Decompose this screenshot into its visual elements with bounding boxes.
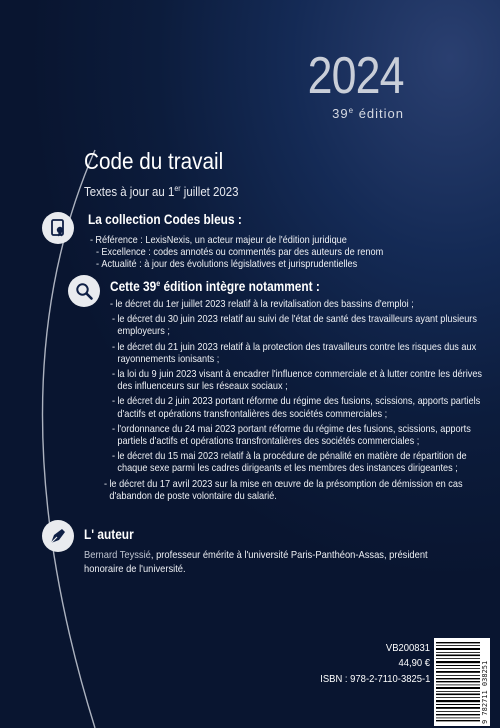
list-item: - l'ordonnance du 24 mai 2023 portant réforme du régime des fusions, scissions, apports partiels d'actifs et opérations transfrontalières des sociétés commerciales ;	[112, 424, 483, 448]
book-subtitle: Textes à jour au 1er juillet 2023	[84, 184, 239, 199]
product-code: VB200831	[385, 642, 430, 654]
list-item: - le décret du 15 mai 2023 relatif à la procédure de pénalité en matière de répartition de chaque sexe parmi les cadres dirigeants et les membres des instances dirigeantes ;	[112, 451, 483, 475]
barcode	[434, 638, 490, 726]
author-bio: Bernard Teyssié, professeur émérite à l'université Paris-Panthéon-Assas, président honoraire de l'université.	[84, 550, 428, 575]
edition-label: 39e édition	[332, 106, 404, 121]
author-heading: L' auteur	[84, 527, 134, 542]
price: 44,90 €	[398, 657, 430, 669]
list-item: - Référence : LexisNexis, un acteur majeur de l'édition juridique	[90, 235, 475, 247]
book-title: Code du travail	[84, 148, 224, 174]
edition-year: 2024	[307, 47, 404, 105]
barcode-bars	[436, 640, 480, 724]
list-item: - Actualité : à jour des évolutions législatives et jurisprudentielles	[96, 259, 481, 271]
list-item: - Excellence : codes annotés ou commentés par des auteurs de renom	[96, 247, 481, 259]
collection-list	[90, 235, 470, 272]
collection-heading: La collection Codes bleus :	[88, 212, 242, 227]
magnifier-icon	[68, 275, 100, 307]
list-item: - la loi du 9 juin 2023 visant à encadrer l'influence commerciale et à lutter contre les dérives des influenceurs sur les réseaux sociaux ;	[112, 369, 483, 393]
list-item: - le décret du 21 juin 2023 relatif à la protection des travailleurs contre les risques dus aux rayonnements ionisants ;	[112, 342, 483, 366]
isbn: ISBN : 978-2-7110-3825-1	[319, 673, 430, 685]
edition-heading: Cette 39e édition intègre notamment :	[110, 279, 320, 294]
edition-list	[109, 299, 483, 506]
book-badge-icon	[42, 212, 74, 244]
list-item: - le décret du 30 juin 2023 relatif au suivi de l'état de santé des travailleurs ayant plusieurs employeurs ;	[112, 314, 483, 338]
pen-nib-icon	[42, 520, 74, 552]
list-item: - le décret du 1er juillet 2023 relatif à la revitalisation des bassins d'emploi ;	[110, 299, 481, 311]
barcode-number: 9 782711 038251	[481, 660, 489, 724]
list-item: - le décret du 2 juin 2023 portant réforme du régime des fusions, scissions, apports partiels d'actifs et opérations transfrontalières des sociétés commerciales ;	[112, 396, 483, 420]
author-name: Bernard Teyssié	[84, 550, 151, 561]
list-item: - le décret du 17 avril 2023 sur la mise en œuvre de la présomption de démission en cas d'abandon de poste volontaire du salarié.	[104, 479, 475, 503]
